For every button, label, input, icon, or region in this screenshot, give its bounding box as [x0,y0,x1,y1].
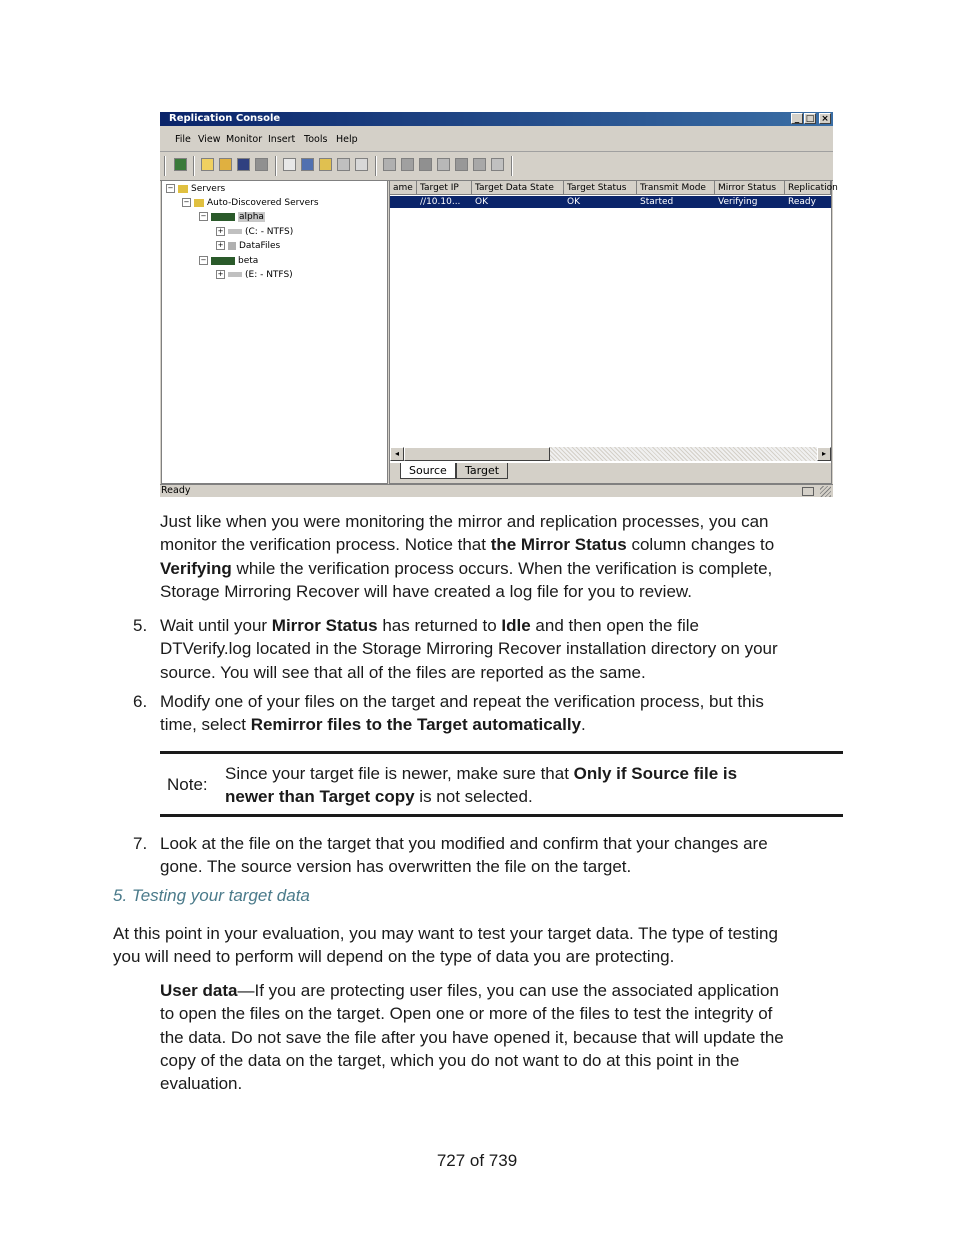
body-line: —If you are protecting user files, you can use the associated application [237,981,779,1000]
tree-item-alpha[interactable] [199,212,265,222]
column-header-target-ip[interactable]: Target IP [417,181,472,195]
step-text: Wait until your [160,616,272,635]
menu-help[interactable]: Help [336,134,358,145]
body-paragraph [113,922,853,969]
title-bar [160,112,833,126]
note-body [225,762,835,809]
tree-item-servers[interactable] [166,184,225,194]
folder-icon [178,185,188,193]
menu-insert[interactable]: Insert [268,134,296,145]
cell-replication: Ready [788,197,816,207]
tree-label: DataFiles [239,241,281,251]
note-text: Since your target file is newer, make sure that [225,764,574,783]
tab-target[interactable]: Target [456,463,508,479]
step-text: gone. The source version has overwritten the file on the target. [160,857,632,877]
step-7 [160,832,850,879]
column-header-target-data-state[interactable]: Target Data State [472,181,564,195]
drive-icon [228,272,242,277]
intro-line: Just like when you were monitoring the mirror and replication processes, you can [160,512,769,531]
emphasis: Verifying [160,558,232,578]
step-text: . [581,715,586,735]
tree-label: Auto-Discovered Servers [207,198,319,208]
note-top-rule [160,751,843,754]
tree-label: (C: - NTFS) [245,227,294,237]
connect-icon[interactable] [174,158,187,171]
tab-source[interactable]: Source [400,463,456,479]
toolbar-separator [164,156,166,176]
emphasis: Mirror Status [271,616,378,635]
note-label: Note: [167,775,208,794]
step-text: source. You will see that all of the files are reported as the same. [160,662,646,682]
body-line: to open the files on the target. Open one or more of the files to test the integrity of [160,1004,773,1024]
emphasis: newer than Target copy [225,787,415,807]
resize-grip-icon[interactable] [820,486,831,497]
menu-tools[interactable]: Tools [304,134,328,145]
tree-item-beta[interactable] [199,256,258,266]
tree-item-datafiles[interactable] [216,241,280,251]
step-number: 5. [133,616,148,635]
toolbar-separator [275,156,277,176]
page-number: 727 of 739 [436,1151,518,1170]
collapse-icon[interactable]: − [200,256,207,264]
replication-console-screenshot [160,112,838,497]
collapse-icon[interactable]: − [167,184,174,192]
mirror-start-icon[interactable] [383,158,396,171]
close-button[interactable]: × [819,113,831,124]
pane-tabs [390,463,831,483]
user-data-paragraph [160,979,850,1095]
collapse-icon[interactable]: − [200,212,207,220]
body-line: you will need to perform will depend on the type of data you are protecting. [113,947,675,967]
emphasis: Remirror files to the Target automatically [250,715,582,735]
expand-icon[interactable]: + [217,241,224,249]
step-text: Look at the file on the target that you modified and confirm that your changes are [160,834,768,853]
cell-mirror-status: Verifying [718,197,758,207]
file-icon [228,242,236,250]
monitor-icon[interactable] [491,158,504,171]
group-icon[interactable] [319,158,332,171]
toolbar-separator [375,156,377,176]
intro-line: column changes to [626,535,775,555]
intro-line: Storage Mirroring Recover will have created a log file for you to review. [160,581,692,601]
intro-line: while the verification process occurs. When the verification is complete, [231,558,773,578]
connection-list-pane [389,180,838,484]
new-icon[interactable] [201,158,214,171]
verify-icon[interactable] [437,158,450,171]
status-bar [160,484,833,498]
failover-icon[interactable] [473,158,486,171]
tree-label: alpha [239,212,264,222]
tree-label: Servers [191,184,226,194]
paste-icon[interactable] [355,158,368,171]
drive-icon [228,229,242,234]
step-text: and then open the file [530,616,699,635]
column-header-name[interactable]: ame [390,181,417,195]
column-header-mirror-status[interactable]: Mirror Status [715,181,785,195]
folder-icon [194,199,204,207]
intro-line: monitor the verification process. Notice that [160,535,491,555]
step-text: has returned to [377,616,502,635]
cell-transmit-mode: Started [640,197,674,207]
save-icon[interactable] [237,158,250,171]
window-title: Replication Console [169,113,281,124]
mirror-stop-icon[interactable] [401,158,414,171]
collapse-icon[interactable]: − [183,198,190,206]
tree-item-auto-discovered[interactable] [182,198,319,208]
server-icon [211,257,235,265]
status-text: Ready [161,485,191,496]
tree-item-e-drive[interactable] [216,270,293,280]
body-line: copy of the data on the target, which you do not want to do at this point in the [160,1050,740,1070]
delete-icon[interactable] [255,158,268,171]
table-row[interactable] [390,196,831,208]
emphasis: User data [160,981,238,1000]
emphasis: Only if Source file is [573,764,738,783]
column-header-transmit-mode[interactable]: Transmit Mode [637,181,715,195]
body-line: At this point in your evaluation, you may want to test your target data. The type of testing [113,924,778,943]
section-heading: 5. Testing your target data [113,886,310,905]
minimize-button[interactable]: _ [791,113,803,124]
tree-item-c-drive[interactable] [216,227,293,237]
expand-icon[interactable]: + [217,227,224,235]
step-5 [160,614,850,684]
cell-target-data-state: OK [475,197,488,207]
connection-icon[interactable] [301,158,314,171]
step-text: time, select [160,715,251,735]
step-6 [160,690,850,737]
intro-paragraph [160,510,850,603]
column-header-replication[interactable]: Replication [785,181,831,195]
emphasis: the Mirror Status [490,535,627,555]
step-text: DTVerify.log located in the Storage Mirroring Recover installation directory on your [160,639,778,659]
expand-icon[interactable]: + [217,270,224,278]
open-folder-icon[interactable] [219,158,232,171]
menu-view[interactable]: View [198,134,221,145]
toolbar-separator [193,156,195,176]
scroll-left-icon[interactable]: ◂ [390,447,404,461]
menu-file[interactable]: File [175,134,191,145]
note-bottom-rule [160,814,843,817]
cell-target-status: OK [567,197,580,207]
network-icon [802,487,814,496]
server-tree-pane [161,180,388,484]
scroll-thumb[interactable] [404,447,550,461]
body-line: evaluation. [160,1074,243,1094]
toolbar [160,152,833,181]
cell-target-ip: //10.10... [420,197,461,207]
scroll-right-icon[interactable]: ▸ [817,447,831,461]
toolbar-separator [511,156,513,176]
server-icon [211,213,235,221]
body-line: the data. Do not save the file after you have opened it, because that will update the [160,1027,784,1047]
step-text: Modify one of your files on the target and repeat the verification process, but this [160,692,764,711]
tree-label: (E: - NTFS) [245,270,293,280]
restore-icon[interactable] [455,158,468,171]
tree-label: beta [238,256,259,266]
menu-monitor[interactable]: Monitor [226,134,263,145]
copy-icon[interactable] [337,158,350,171]
step-number: 7. [133,834,148,853]
maximize-button[interactable]: □ [805,114,815,124]
step-number: 6. [133,692,148,711]
horizontal-scrollbar[interactable] [390,447,831,461]
column-header-target-status[interactable]: Target Status [564,181,637,195]
properties-icon[interactable] [283,158,296,171]
emphasis: Idle [501,616,531,635]
note-text: is not selected. [414,787,533,807]
menu-bar [160,127,833,152]
replication-icon[interactable] [419,158,432,171]
